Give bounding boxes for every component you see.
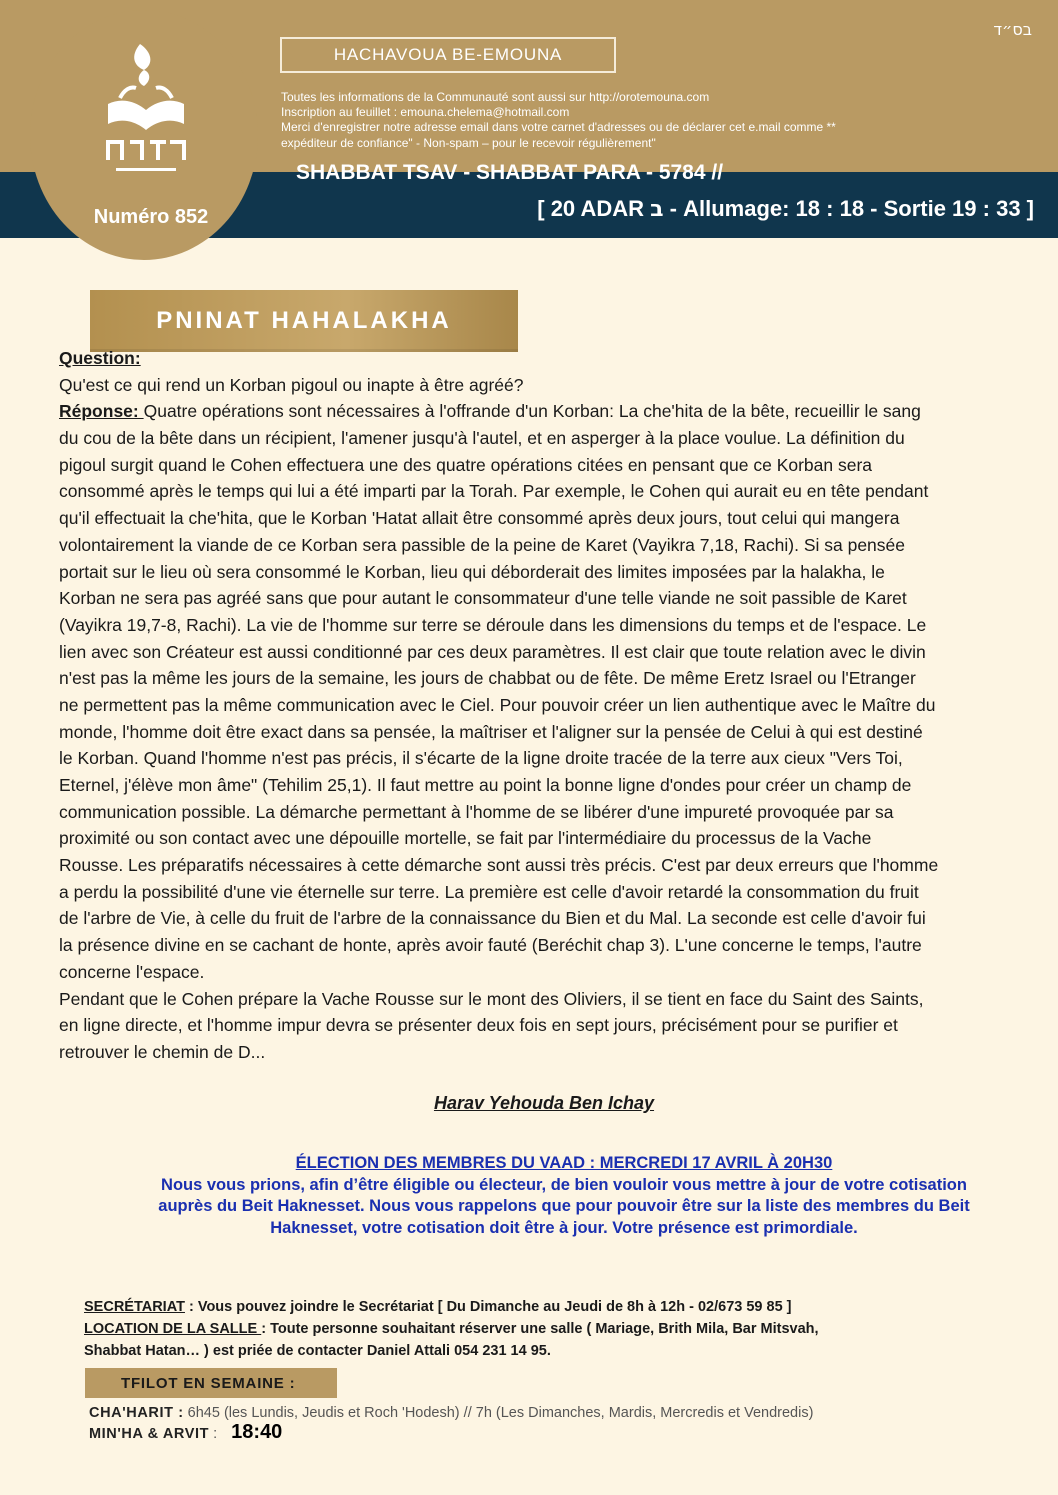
article-line: Réponse: Quatre opérations sont nécessaires à l'offrande d'un Korban: La che'hita de la bête, recueillir le sang — [59, 401, 921, 422]
article-line: portait sur le lieu où sera consommé le Korban, lieu qui déborderait des limites imposées par la halakha, le — [59, 561, 885, 582]
article-line: communication possible. La démarche permettant à l'homme de se libérer d'une impureté provoquée par sa — [59, 801, 894, 822]
minha-label: MIN'HA & ARVIT — [89, 1426, 210, 1442]
announcement-line: Haknesset, votre cotisation doit être à jour. Votre présence est primordiale. — [270, 1218, 858, 1237]
vaad-announcement — [0, 1153, 1058, 1239]
date-open: [ 20 ADAR — [537, 196, 651, 221]
issue-number: Numéro 852 — [93, 206, 209, 228]
article-line: retrouver le chemin de D... — [59, 1041, 266, 1062]
shabbat-times — [537, 196, 1034, 222]
author-signature: Harav Yehouda Ben Ichay — [433, 1093, 655, 1113]
emouna-logo-icon — [100, 40, 192, 180]
article-line: (Vayikra 19,7-8, Rachi). La vie de l'homme sur terre se déroule dans les dimensions du temps et de l'espace. Le — [59, 614, 927, 635]
article-line: Eternel, j'élève mon âme" (Tehilim 25,1). Il faut mettre au point la bonne ligne d'ondes pour créer un champ de — [59, 775, 912, 795]
question-text: Qu'est ce qui rend un Korban pigoul ou inapte à être agréé? — [59, 374, 524, 395]
article-line: Korban ne sera pas agréé sans que pour autant le consommateur d'une telle viande ne soit passible de Karet — [59, 588, 907, 609]
article-line: le Korban. Quand l'homme n'est pas précis, il s'écarte de la ligne droite tracée de la terre aux cieux "Vers Toi, — [59, 748, 903, 769]
chaharit-label: CHA'HARIT : — [89, 1405, 184, 1421]
newsletter-title: HACHAVOUA BE-EMOUNA — [280, 37, 616, 73]
article-line: concerne l'espace. — [59, 961, 205, 982]
chaharit-line: CHA'HARIT : 6h45 (les Lundis, Jeudis et Roch 'Hodesh) // 7h (Les Dimanches, Mardis, Mercredis et Vendredis) — [89, 1405, 814, 1421]
prayer-times — [89, 1404, 813, 1444]
secretariat-label: SECRÉTARIAT — [84, 1299, 185, 1315]
location-label: LOCATION DE LA SALLE — [84, 1321, 262, 1337]
article-line: consommé après le temps qui lui a été imparti par la Torah. Par exemple, le Cohen qui aurait eu en tête pendant — [59, 481, 929, 502]
article-line: a perdu la possibilité d'une vie éternelle sur terre. La première est celle d'avoir retardé la consommation du fruit — [59, 881, 919, 902]
bsd-mark: בס״ד — [993, 20, 1032, 39]
shabbat-title: SHABBAT TSAV - SHABBAT PARA - 5784 // — [296, 161, 724, 184]
article-body — [59, 345, 1044, 1066]
article-line: du cou de la bête dans un récipient, l'amener jusqu'à l'autel, et en asperger à la place voulue. La définition du — [59, 428, 905, 449]
info-line: expéditeur de confiance" - Non-spam – pour le recevoir régulièrement" — [281, 135, 656, 150]
info-line: Toutes les informations de la Communauté sont aussi sur http://orotemouna.com — [281, 90, 710, 104]
announcement-line: Nous vous prions, afin d’être éligible ou électeur, de bien vouloir vous mettre à jour de votre cotisation — [161, 1175, 967, 1194]
article-line: n'est pas la même les jours de la semaine, les jours de chabbat ou de fête. De même Eretz Israel ou l'Etranger — [59, 668, 916, 689]
article-line: en ligne directe, et l'homme impur devra se présenter deux fois en sept jours, précisément pour se purifier et — [59, 1015, 898, 1036]
article-line: Pendant que le Cohen prépare la Vache Rousse sur le mont des Oliviers, il se tient en face du Saint des Saints, — [59, 988, 924, 1009]
section-banner: PNINAT HAHALAKHA — [90, 290, 518, 352]
article-line: qu'il effectuait la che'hita, que le Korban 'Hatat allait être consommé après deux jours, tout celui qui mangera — [59, 508, 900, 529]
location-line: LOCATION DE LA SALLE : Toute personne souhaitant réserver une salle ( Mariage, Brith Mila, Bar Mitsvah, — [84, 1321, 819, 1337]
article-line: de l'arbre de Vie, à celle du fruit de l'arbre de la connaissance du Bien et du Mal. La seconde est celle d'avoir fui — [59, 908, 926, 929]
contact-info — [84, 1296, 819, 1362]
article-line: volontairement la viande de ce Korban sera passible de la peine de Karet (Vayikra 7,18, Rachi). Si sa pensée — [59, 534, 906, 555]
article-line: ne permettent pas la même communication avec le Ciel. Pour pouvoir créer un lien authentique avec le Maître du — [59, 694, 936, 715]
article-line: proximité ou son contact avec une dépouille mortelle, se fait par l'intermédiaire du processus de la Vache — [59, 828, 872, 849]
tfilot-banner: TFILOT EN SEMAINE : — [85, 1368, 337, 1398]
header-info — [281, 90, 1041, 151]
minha-time: 18:40 — [231, 1421, 283, 1443]
article-line: la présence divine en se cachant de honte, après avoir fauté (Beréchit chap 3). L'une concerne le temps, l'autre — [59, 935, 922, 956]
question-label: Question: — [59, 348, 141, 368]
info-line: Merci d'enregistrer notre adresse email dans votre carnet d'adresses ou de déclarer cet e.mail comme ** — [281, 120, 836, 135]
secretariat-line: SECRÉTARIAT : Vous pouvez joindre le Secrétariat [ Du Dimanche au Jeudi de 8h à 12h - 02/673 59 85 ] — [84, 1299, 792, 1315]
location-line-2: Shabbat Hatan… ) est priée de contacter Daniel Attali 054 231 14 95. — [84, 1343, 551, 1359]
article-line: monde, l'homme doit être exact dans sa pensée, la maîtriser et l'aligner sur la pensée de Celui à qui est destiné — [59, 721, 923, 742]
response-label: Réponse: — [59, 401, 144, 422]
announcement-headline: ÉLECTION DES MEMBRES DU VAAD : MERCREDI 17 AVRIL À 20H30 — [295, 1154, 833, 1172]
minha-line: MIN'HA & ARVIT : 18:40 — [89, 1421, 283, 1443]
hebrew-month-letter: ב — [650, 197, 664, 222]
info-line: Inscription au feuillet : emouna.chelema@hotmail.com — [281, 105, 570, 120]
article-line: Rousse. Les préparatifs nécessaires à cette démarche sont aussi très précis. C'est par deux erreurs que l'homme — [59, 855, 939, 876]
announcement-line: auprès du Beit Haknesset. Nous vous rappelons que pour pouvoir être sur la liste des membres du Beit — [158, 1197, 970, 1215]
article-line: lien avec son Créateur est aussi conditionné par ces deux paramètres. Il est clair que toute relation avec le divin — [59, 641, 926, 662]
article-line: pigoul surgit quand le Cohen effectuera une des quatre opérations citées en pensant que ce Korban sera — [59, 454, 873, 475]
candle-times: - Allumage: 18 : 18 - Sortie 19 : 33 ] — [663, 196, 1034, 221]
